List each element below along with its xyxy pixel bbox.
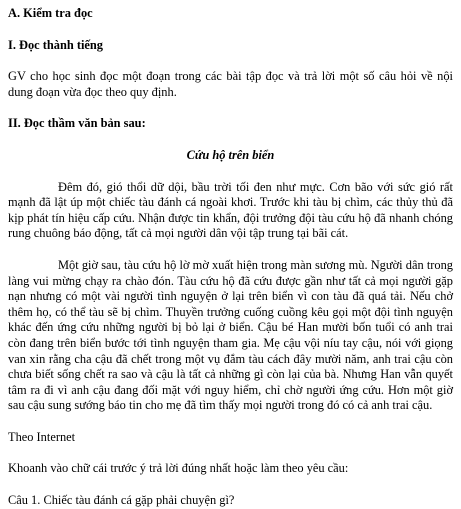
section-1-instruction: GV cho học sinh đọc một đoạn trong các bài tập đọc và trả lời một số câu hỏi về nội dung đoạn vừa đọc theo quy định. — [8, 69, 453, 99]
story-paragraph-2: Một giờ sau, tàu cứu hộ lờ mờ xuất hiện trong màn sương mù. Người dân trong làng vui mừng chạy ra chào đón. Tàu cứu hộ đã cứu được gần như tất cả mọi người gặp nạn nhưng có một vài người tình nguyện ở lại trên biển vì con tàu đã quá tải. Nếu chở thêm họ, có thể tàu sẽ bị chìm. Thuyền trưởng cuống cuồng kêu gọi một đội tình nguyện khác đến ứng cứu những người bị bỏ lại ở biển. Cậu bé Han mười bốn tuổi có anh trai còn đang trên biển bước tới tình nguyện tham gia. Mẹ cậu vội níu tay cậu, nói với giọng van xin rằng cha cậu đã chết trong một vụ đắm tàu cách đây mười năm, anh trai cậu còn chưa biết sống chết ra sao và cậu là tất cả những gì còn lại của bà. Nhưng Han vẫn quyết tâm ra đi vì anh cậu đang đối mặt với nguy hiểm, chỉ chờ người ứng cứu. Hơn một giờ sau cậu sung sướng báo tin cho mẹ đã tìm thấy mọi người trong đó có cả anh trai cậu. — [8, 257, 453, 413]
story-title: Cứu hộ trên biển — [186, 147, 275, 162]
task-instruction: Khoanh vào chữ cái trước ý trả lời đúng nhất hoặc làm theo yêu cầu: — [8, 461, 349, 476]
question-1: Câu 1. Chiếc tàu đánh cá gặp phải chuyện gì? — [8, 493, 235, 508]
section-a-heading: A. Kiểm tra đọc — [8, 6, 93, 20]
story-source: Theo Internet — [8, 429, 76, 444]
section-1-heading: I. Đọc thành tiếng — [8, 37, 104, 52]
section-2-heading: II. Đọc thầm văn bản sau: — [8, 116, 146, 131]
story-paragraph-1: Đêm đó, gió thổi dữ dội, bầu trời tối đen như mực. Cơn bão với sức gió rất mạnh đã lật úp một chiếc tàu đánh cá ngoài khơi. Trước khi tàu bị chìm, các thủy thủ đã kịp phát tín hiệu cấp cứu. Nhận được tin khẩn, đội trưởng đội tàu cứu hộ đã nhanh chóng rung chuông báo động, tất cả mọi người dân vội tập trung tại bãi cát. — [8, 179, 453, 241]
